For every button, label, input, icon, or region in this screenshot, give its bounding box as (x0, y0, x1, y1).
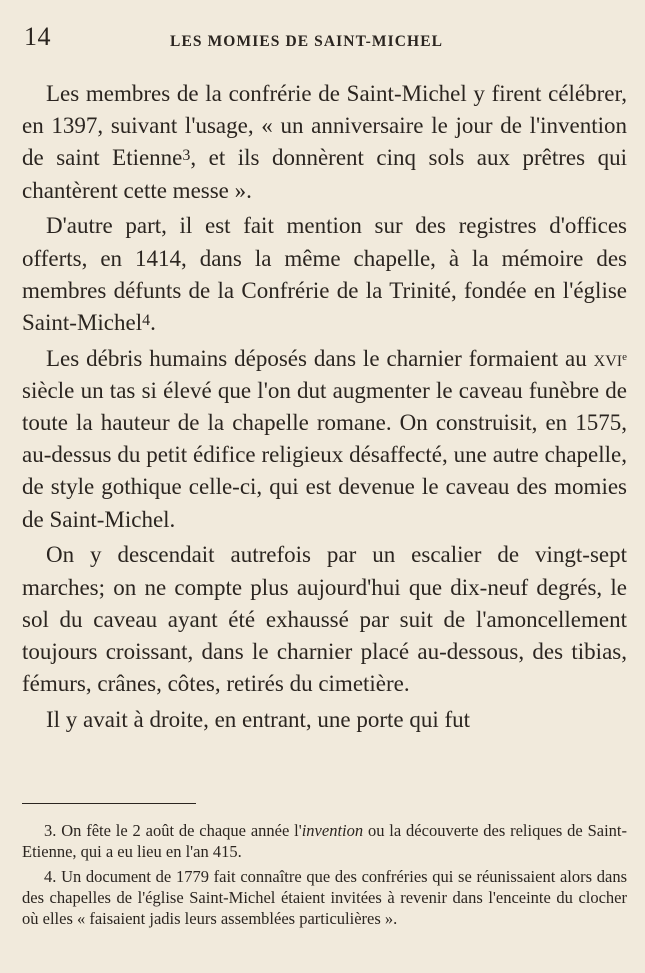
footnote-3 (22, 820, 627, 862)
footnote-ref-4: 4 (142, 311, 151, 329)
paragraph-3 (22, 343, 627, 536)
footnote-4: 4. Un document de 1779 fait connaître que des confréries qui se réunissaient alors dans des chapelles de l'église Saint-Michel étaient invitées à revenir dans l'enceinte du clocher où elles « faisaient jadis leurs assemblées particulières ». (22, 867, 627, 928)
paragraph-1-text-b: , et ils donnèrent cinq sols aux prêtres qui chantèrent cette messe ». (22, 145, 627, 203)
footnote-ref-3: 3 (182, 147, 191, 165)
century-suffix: e (622, 350, 627, 363)
running-title: LES MOMIES DE SAINT-MICHEL (170, 33, 444, 50)
paragraph-3-text-b: siècle un tas si élevé que l'on dut augmenter le caveau funèbre de toute la hauteur de la chapelle romane. On construisit, en 1575, au-dessus du petit édifice religieux désaffecté, une autre chapelle, de style gothique celle-ci, qui est devenue le caveau des momies de Saint-Michel. (22, 377, 627, 532)
paragraph-1-text-a: Les membres de la confrérie de Saint-Michel y firent célébrer, en 1397, suivant l'usage, « un anniversaire le jour de l'invention de saint Etienne (22, 81, 627, 171)
footnotes (22, 820, 627, 929)
footnote-3-text-a: 3. On fête le 2 août de chaque année l' (44, 821, 302, 840)
paragraph-2 (22, 210, 627, 339)
footnote-divider (22, 803, 196, 804)
paragraph-1 (22, 78, 627, 207)
century-numeral: xvi (593, 345, 623, 371)
main-text (22, 78, 627, 736)
paragraph-2-text-a: D'autre part, il est fait mention sur des registres d'offices offerts, en 1414, dans la même chapelle, à la mémoire des membres défunts de la Confrérie de la Trinité, fondée en l'église Saint-Michel (22, 213, 627, 335)
page-number: 14 (24, 22, 51, 51)
footnote-3-text-b: ou la découverte des reliques de Saint-Etienne, qui a eu lieu en l'an 415. (22, 821, 627, 861)
footnote-3-italic: invention (301, 821, 364, 840)
paragraph-5: Il y avait à droite, en entrant, une porte qui fut (46, 706, 471, 732)
paragraph-4: On y descendait autrefois par un escalier de vingt-sept marches; on ne compte plus aujourd'hui que dix-neuf degrés, le sol du caveau ayant été exhaussé par suit de l'amoncellement toujours croissant, dans le charnier placé au-dessous, des tibias, fémurs, crânes, côtes, retirés du cimetière. (22, 542, 627, 697)
paragraph-3-text-a: Les débris humains déposés dans le charnier formaient au (46, 345, 594, 371)
paragraph-2-text-b: . (150, 309, 156, 335)
